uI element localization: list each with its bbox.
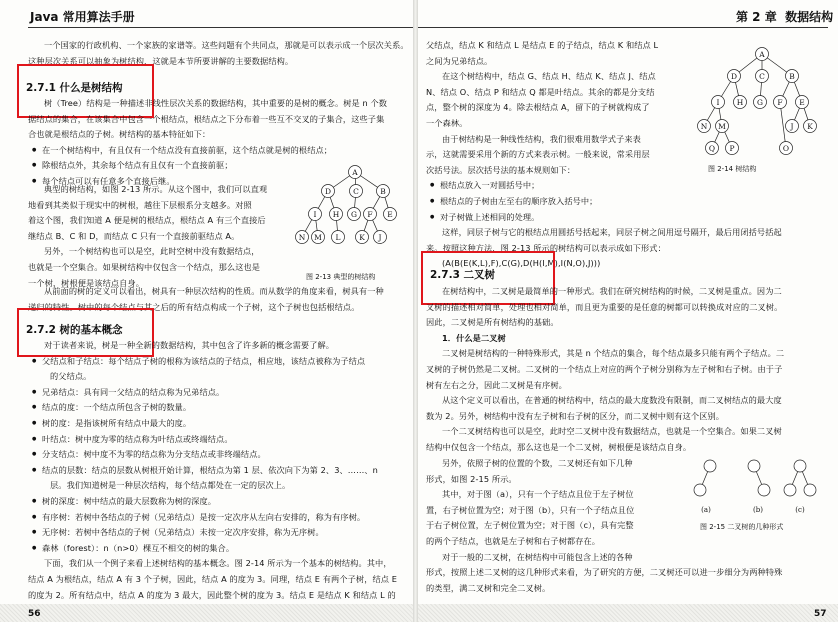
text-line: 于右子树位置，左子树位置为空；对于图（c），具有完整: [426, 520, 634, 531]
text-line: 形式，如图 2-15 所示。: [426, 473, 517, 484]
text-line: 对于读者来说，树是一种全新的数据结构，其中包含了许多新的概念需要了解。: [44, 340, 335, 350]
text-line: 继结点 B、C 和 D，而结点 C 只有一个直接前驱结点 A。: [28, 230, 240, 241]
text-line: 对于一般的二叉树，在树结构中可能包含上述的各种: [442, 551, 633, 562]
text-line: 也就是一个空集合。如果树结构中仅包含一个结点，那么这也是: [28, 261, 261, 272]
bullet-item: ● 根结点放入一对圆括号中；: [426, 178, 688, 194]
figure-2-15-binary-trees: [686, 458, 826, 518]
tree-node-l: L: [335, 233, 341, 242]
right-top-text: [426, 38, 688, 225]
text-line: 父结点，结点 K 和结点 L 是结点 E 的子结点，结点 K 和结点 L: [426, 40, 659, 50]
tree-node-k: K: [807, 122, 813, 131]
figure-2-15-caption: 图 2-15 二叉树的几种形式: [700, 523, 784, 531]
section-2-7-3-narrow-text: [426, 456, 686, 565]
text-line: 的两个子结点，也就是左子树和右子树都存在。: [426, 535, 601, 546]
bullet-item: ● 分支结点：树中度不为零的结点称为分支结点或非终端结点。: [28, 447, 413, 463]
section-title-2-7-1: 2.7.1 什么是树结构: [26, 82, 123, 94]
text-line: 叉树的子树仍然是二叉树。二叉树的一个结点上对应的两个子树分别称为左子树和右子树。由于子: [426, 363, 783, 374]
text-line: 形式，按照上述二叉树的这几种形式来看，为了研究的方便，二叉树还可以进一步细分为两种特殊: [426, 567, 783, 577]
tree-node-d: D: [730, 72, 738, 81]
tree-node-q: Q: [708, 144, 716, 153]
figure-label-c: (c): [795, 506, 805, 514]
bracket-formula: (A(B(E(K,L),F),C(G),D(H(I,M),I(N,O),J))): [442, 258, 601, 269]
text-line: 点，整个树的深度为 4。除去根结点 A，留下的子树就构成了: [426, 102, 650, 113]
text-line: 其中，对于图（a），只有一个子结点且位于左子树位: [442, 489, 634, 500]
tree-node-f: F: [777, 98, 783, 107]
bullet-item: ● 父结点和子结点：每个结点子树的根称为该结点的子结点，相应地，该结点被称为子结点: [28, 354, 413, 370]
tree-node-p: P: [729, 144, 735, 153]
text-line: 之间为兄弟结点。: [426, 55, 493, 66]
tree-node-g: G: [757, 98, 763, 107]
bullet-item: ● 在一个树结构中，有且仅有一个结点没有直接前驱，这个结点就是树的根结点；: [28, 143, 413, 159]
text-line: 树有左右之分，因此二叉树是有序树。: [426, 379, 567, 390]
section-2-7-1-narrow-text: [28, 182, 290, 291]
text-line: 来。按照这种方法，图 2-13 所示的树结构可以表示成如下形式：: [426, 242, 666, 253]
tree-node-n: N: [298, 233, 306, 242]
subsection-title: 1．什么是二叉树: [442, 332, 506, 343]
tree-node-k: K: [359, 233, 365, 242]
text-line: 次括号法。层次括号法的基本规则如下：: [426, 164, 576, 175]
text-line: 下面，我们从一个例子来看上述树结构的基本概念。图 2-14 所示为一个基本的树结构。其中，: [44, 558, 392, 569]
right-page: [418, 0, 838, 622]
text-line: 着这个图，我们知道 A 便是树的根结点，根结点 A 有三个直接后: [28, 215, 266, 226]
text-line: 示，这就需要采用个新的方式来表示树。一般来说，常采用层: [426, 149, 650, 160]
text-line: 一个树，树根便是该结点自身。: [28, 277, 145, 288]
text-line: 数为 2。另外，树结构中没有左子树和右子树的区分，而二叉树中则有这个区别。: [426, 410, 725, 421]
tree-node-m: M: [718, 122, 726, 131]
text-line: 从前面的树的定义可以看出，树具有一种层次结构的性质。而从数学的角度来看，树具有一种: [44, 286, 384, 296]
bullet-item: ● 森林（forest）：n（n>0）棵互不相交的树的集合。: [28, 541, 413, 557]
tree-node-e: E: [387, 210, 393, 219]
text-line: 叉树的描述相对简单，处理也相对简单，而且更为重要的是任意的树都可以转换成对应的二叉树。: [426, 301, 783, 312]
tree-node-o: O: [782, 144, 790, 153]
text-line: 地看到其类似于现实中的树根，越往下层根系分支越多。对照: [28, 199, 252, 210]
figure-2-14-caption: 图 2-14 树结构: [708, 165, 757, 173]
text-line: 在树结构中，二叉树是最简单的一种形式。我们在研究树结构的时候，二叉树是重点。因为二: [442, 286, 782, 296]
running-head: [736, 8, 833, 25]
text-line: 递归的特性。树中的每个结点与其之后的所有结点构成一个子树，这个子树也包括根结点。: [28, 301, 360, 312]
text-line: 树（Tree）结构是一种描述非线性层次关系的数据结构，其中重要的是树的概念。树是 n 个数: [44, 98, 388, 108]
text-line: 一个二叉树结构也可以是空，此时空二叉树中没有数据结点，也就是一个空集合。如果二叉树: [442, 426, 782, 437]
text-line: 据结点的集合，在该集合中包含一个根结点，根结点之下分布着一些互不交叉的子集合，这些子集: [28, 113, 385, 124]
figure-2-14-tree: [688, 44, 818, 159]
bullet-item: ● 除根结点外，其余每个结点有且仅有一个直接前驱；: [28, 158, 413, 174]
page-number: 57: [814, 609, 827, 619]
bullet-item: ● 对子树做上述相同的处理。: [426, 210, 688, 226]
text-line: N、结点 O、结点 P 和结点 Q 都是叶结点。其余的都是分支结: [426, 86, 655, 97]
figure-label-b: (b): [753, 506, 763, 514]
chapter-title: 数据结构: [785, 10, 834, 24]
text-line: 结构中仅包含一个结点，那么这也是一个二叉树，树根便是该结点自身。: [426, 441, 692, 452]
tree-node-n: N: [700, 122, 708, 131]
text-line: 二叉树是树结构的一种特殊形式，其是 n 个结点的集合，每个结点最多只能有两个子结点。二: [442, 348, 785, 359]
header-rule: [418, 27, 828, 28]
text-line: 另外，依照子树的位置的个数，二叉树还有如下几种: [442, 458, 633, 468]
tree-node-i: I: [313, 210, 317, 219]
bullet-continuation: 的父结点。: [50, 371, 92, 382]
text-line: 合也就是根结点的子树。树结构的基本特征如下：: [28, 129, 211, 140]
tree-node-g: G: [351, 210, 357, 219]
tree-node-i: I: [716, 98, 720, 107]
tree-node-e: E: [799, 98, 805, 107]
text-line: 在这个树结构中，结点 G、结点 H、结点 K、结点 J、结点: [442, 71, 656, 82]
text-line: 这种层次关系可以抽象为树结构，这就是本节所要讲解的主要数据结构。: [28, 55, 294, 66]
tree-node-f: F: [367, 210, 373, 219]
figure-2-13-tree: [290, 160, 402, 265]
text-line: 结点 A 为根结点，结点 A 有 3 个子树，因此，结点 A 的度为 3。同理，结点 E 有两个子树，结点 E: [28, 573, 398, 584]
tree-node-b: B: [380, 187, 386, 196]
bullet-item: ● 每个结点可以有任意多个直接后继。: [28, 174, 413, 190]
tree-node-j: J: [378, 233, 382, 242]
bullet-continuation: 层。我们知道树是一种层次结构，每个结点都处在一定的层次上。: [50, 480, 291, 491]
text-line: 这样，同层子树与它的根结点用圆括号括起来，同层子树之间用逗号隔开，最后用闭括号括起: [442, 227, 782, 237]
figure-label-a: (a): [701, 506, 711, 514]
bullet-item: ● 树的度：是指该树所有结点中最大的度。: [28, 416, 413, 432]
tree-node-c: C: [759, 72, 765, 81]
text-line: 置，右子树位置为空；对于图（b），只有一个子结点且位: [426, 504, 635, 515]
text-line: 从这个定义可以看出，在普通的树结构中，结点的最大度数没有限制，而二叉树结点的最大度: [442, 395, 782, 406]
page-footer-bar: [418, 604, 838, 622]
figure-2-13-caption: 图 2-13 典型的树结构: [306, 273, 376, 281]
tree-node-b: B: [789, 72, 795, 81]
tree-node-a: A: [352, 168, 358, 177]
tree-node-a: A: [759, 50, 765, 59]
section-title-2-7-3: 2.7.3 二叉树: [430, 269, 496, 281]
bullet-item: ● 根结点的子树由左至右的顺序放入括号中；: [426, 194, 688, 210]
running-head: Java 常用算法手册: [30, 10, 135, 24]
chapter-number: 第 2 章: [736, 10, 777, 24]
text-line: 典型的树结构，如图 2-13 所示。从这个图中，我们可以直观: [44, 184, 268, 194]
tree-node-h: H: [736, 98, 744, 107]
text-line: 因此，二叉树是所有树结构的基础。: [426, 317, 559, 328]
bullet-item: ● 树的深度：树中结点的最大层数称为树的深度。: [28, 494, 413, 510]
text-line: 的类型，满二叉树和完全二叉树。: [426, 582, 551, 593]
bullet-item: ● 结点的度：一个结点所包含子树的数量。: [28, 400, 413, 416]
text-line: 由于树结构是一种线性结构，我们很难用数学式子来表: [442, 133, 641, 144]
tree-node-h: H: [332, 210, 340, 219]
page-number: 56: [28, 609, 41, 619]
tree-node-d: D: [324, 187, 332, 196]
section-2-7-3-body: [426, 284, 831, 456]
bullet-item: ● 兄弟结点：具有同一父结点的结点称为兄弟结点。: [28, 385, 413, 401]
tree-node-j: J: [790, 122, 794, 131]
tree-node-c: C: [353, 187, 359, 196]
section-title-2-7-2: 2.7.2 树的基本概念: [26, 324, 123, 336]
text-line: 一个国家的行政机构、一个家族的家谱等。这些问题有个共同点，那就是可以表示成一个层次关系。: [44, 40, 409, 50]
text-line: 的度为 2。所有结点中，结点 A 的度为 3 最大，因此整个树的度为 3。结点 E 是结点 K 和结点 L 的: [28, 589, 396, 600]
bullet-item: ● 无序树：若树中各结点的子树（兄弟结点）未按一定次序安排，称为无序树。: [28, 525, 413, 541]
text-line: 另外，一个树结构也可以是空，此时空树中没有数据结点，: [44, 246, 260, 257]
page-footer-bar: [0, 604, 413, 622]
section-2-7-2-body: [28, 338, 413, 603]
bullet-item: ● 有序树：若树中各结点的子树（兄弟结点）是按一定次序从左向右安排的，称为有序树。: [28, 510, 413, 526]
header-rule: [28, 27, 413, 28]
tree-node-m: M: [314, 233, 322, 242]
bullet-item: ● 叶结点：树中度为零的结点称为叶结点或终端结点。: [28, 432, 413, 448]
section-2-7-3-final-text: [426, 565, 831, 596]
text-line: 一个森林。: [426, 117, 468, 128]
left-page: [0, 0, 413, 622]
bullet-item: ● 结点的层数：结点的层数从树根开始计算，根结点为第 1 层、依次向下为第 2、3、……、n: [28, 463, 413, 479]
